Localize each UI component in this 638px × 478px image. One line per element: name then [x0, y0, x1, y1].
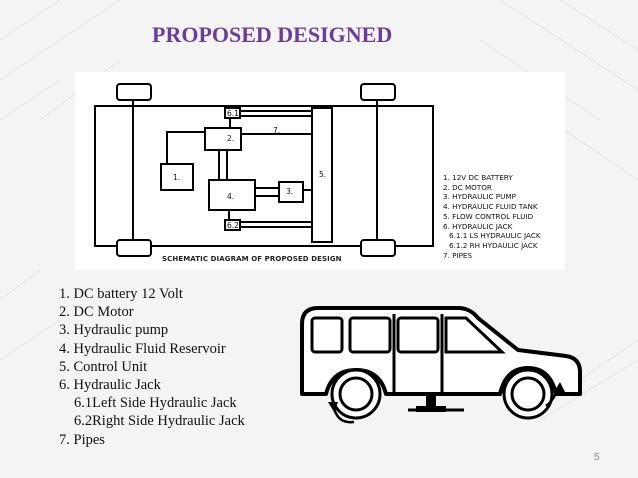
legend-item: 6.1.1 LS HYDRAULIC JACK [449, 231, 541, 241]
list-item: 6.1Left Side Hydraulic Jack [74, 395, 237, 412]
label-6-1: 6.1 [227, 109, 239, 118]
legend-item: 4. HYDRAULIC FLUID TANK [443, 202, 538, 212]
label-box-4: 4. [227, 192, 235, 201]
legend-item: 5. FLOW CONTROL FLUID [443, 211, 534, 221]
list-item: 5. Control Unit [59, 358, 148, 375]
legend-item: 1. 12V DC BATTERY [443, 173, 513, 182]
diagram-legend [443, 173, 541, 260]
label-box-2: 2. [227, 134, 235, 143]
label-6-2: 6.2 [227, 221, 239, 230]
suv-with-jack-drawing [288, 290, 588, 440]
slide-title: PROPOSED DESIGNED [152, 22, 393, 47]
diagram-caption: SCHEMATIC DIAGRAM OF PROPOSED DESIGN [162, 255, 342, 263]
components-list [59, 285, 245, 449]
label-box-1: 1. [173, 173, 181, 182]
list-item: 2. DC Motor [59, 304, 134, 321]
list-item: 3. Hydraulic pump [59, 322, 169, 339]
list-item: 1. DC battery 12 Volt [59, 286, 183, 302]
car-illustration [288, 290, 588, 440]
list-item: 6. Hydraulic Jack [59, 377, 161, 394]
list-item: 6.2Right Side Hydraulic Jack [74, 413, 245, 430]
legend-item: 7. PIPES [443, 250, 473, 260]
legend-item: 3. HYDRAULIC PUMP [443, 192, 516, 202]
label-box-7: 7. [273, 126, 281, 135]
legend-item: 6. HYDRAULIC JACK [443, 221, 513, 231]
legend-item: 6.1.2 RH HYDAULIC JACK [449, 240, 538, 250]
page-number: 5 [594, 452, 600, 463]
label-box-3: 3. [286, 187, 294, 196]
label-box-5: 5. [319, 170, 327, 179]
list-item: 7. Pipes [59, 431, 105, 448]
list-item: 4. Hydraulic Fluid Reservoir [59, 340, 226, 357]
legend-item: 2. DC MOTOR [443, 182, 492, 192]
